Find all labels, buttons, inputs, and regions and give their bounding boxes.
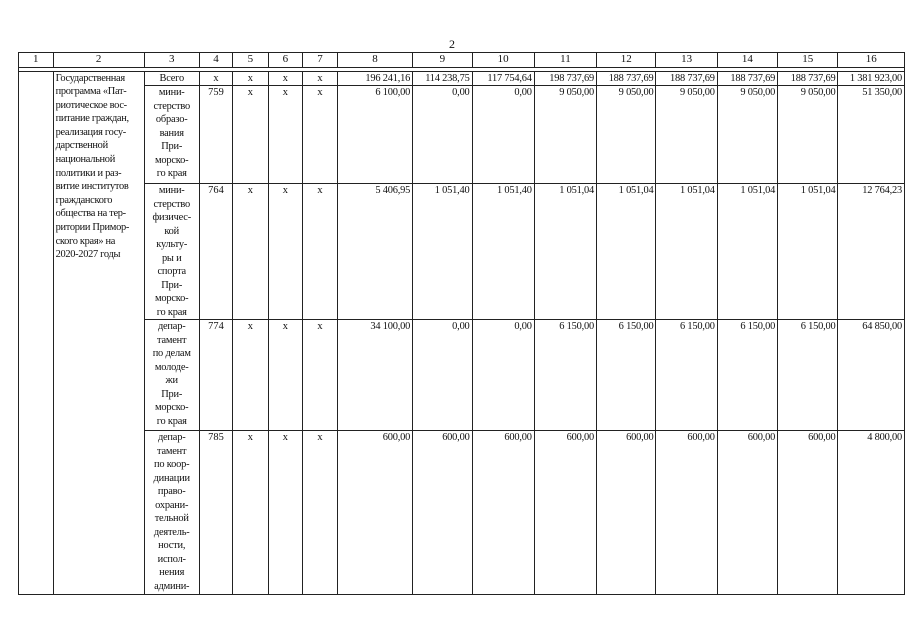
table-cell: x [268,320,303,431]
amount-cell: 600,00 [717,431,777,595]
column-header: 12 [597,53,656,68]
column-header: 16 [838,53,905,68]
amount-cell: 198 737,69 [534,71,596,86]
table-cell: x [233,431,269,595]
budget-table [18,52,905,595]
table-cell: x [268,86,303,184]
column-header: 7 [303,53,338,68]
amount-cell: 9 050,00 [717,86,777,184]
administrator-cell: мини- стерство образо- вания При- морско- го края [144,86,199,184]
amount-cell: 64 850,00 [838,320,905,431]
table-cell: x [233,320,269,431]
amount-cell: 117 754,64 [472,71,534,86]
code-cell: 764 [199,184,232,320]
table-cell: x [303,320,338,431]
amount-cell: 188 737,69 [656,71,717,86]
column-number-row [19,53,905,68]
amount-cell: 600,00 [656,431,717,595]
amount-cell: 188 737,69 [717,71,777,86]
amount-cell: 600,00 [413,431,472,595]
amount-cell: 0,00 [413,320,472,431]
amount-cell: 0,00 [413,86,472,184]
table-cell: x [233,71,269,86]
amount-cell: 1 051,04 [597,184,656,320]
empty-cell [19,71,54,595]
amount-cell: 34 100,00 [337,320,412,431]
amount-cell: 9 050,00 [778,86,838,184]
amount-cell: 9 050,00 [597,86,656,184]
table-row [19,431,905,595]
table-cell: x [268,431,303,595]
amount-cell: 600,00 [337,431,412,595]
amount-cell: 188 737,69 [778,71,838,86]
column-header: 8 [337,53,412,68]
amount-cell: 600,00 [534,431,596,595]
column-header: 6 [268,53,303,68]
column-header: 10 [472,53,534,68]
amount-cell: 1 051,40 [413,184,472,320]
amount-cell: 6 150,00 [717,320,777,431]
column-header: 15 [778,53,838,68]
column-header: 4 [199,53,232,68]
table-cell: x [233,184,269,320]
amount-cell: 196 241,16 [337,71,412,86]
administrator-cell: Всего [144,71,199,86]
column-header: 2 [53,53,144,68]
code-cell: 774 [199,320,232,431]
column-header: 5 [233,53,269,68]
table-cell: x [268,71,303,86]
amount-cell: 51 350,00 [838,86,905,184]
table-row-total [19,71,905,86]
table-row [19,320,905,431]
amount-cell: 600,00 [778,431,838,595]
amount-cell: 6 150,00 [656,320,717,431]
column-header: 11 [534,53,596,68]
code-cell: 759 [199,86,232,184]
administrator-cell: мини- стерство физичес- кой культу- ры и спорта При- морско- го края [144,184,199,320]
table-cell: x [233,86,269,184]
table-cell: x [303,431,338,595]
administrator-cell: депар- тамент по делам молоде- жи При- морско- го края [144,320,199,431]
amount-cell: 9 050,00 [534,86,596,184]
column-header: 1 [19,53,54,68]
amount-cell: 4 800,00 [838,431,905,595]
program-name-cell: Государственная программа «Пат- риотическое вос- питание граждан, реализация госу- дарственной национальной политики и раз- витие институтов гражданского общества на тер- ритории Примор- ского края» на 2020-2027 годы [53,71,144,595]
amount-cell: 1 381 923,00 [838,71,905,86]
column-header: 9 [413,53,472,68]
table-cell: x [268,184,303,320]
column-header: 13 [656,53,717,68]
amount-cell: 6 150,00 [778,320,838,431]
amount-cell: 114 238,75 [413,71,472,86]
table-row [19,86,905,184]
amount-cell: 9 050,00 [656,86,717,184]
amount-cell: 6 100,00 [337,86,412,184]
amount-cell: 600,00 [472,431,534,595]
code-cell: 785 [199,431,232,595]
amount-cell: 12 764,23 [838,184,905,320]
amount-cell: 1 051,04 [778,184,838,320]
amount-cell: 600,00 [597,431,656,595]
table-row [19,184,905,320]
table-cell: x [303,71,338,86]
column-header: 3 [144,53,199,68]
amount-cell: 1 051,40 [472,184,534,320]
page-number: 2 [449,37,455,51]
amount-cell: 188 737,69 [597,71,656,86]
amount-cell: 1 051,04 [534,184,596,320]
administrator-cell: депар- тамент по коор- динации право- охрани- тельной деятель- ности, испол- нения админи- [144,431,199,595]
table-cell: x [303,86,338,184]
amount-cell: 1 051,04 [717,184,777,320]
amount-cell: 5 406,95 [337,184,412,320]
table-cell: x [303,184,338,320]
amount-cell: 0,00 [472,320,534,431]
column-header: 14 [717,53,777,68]
amount-cell: 6 150,00 [534,320,596,431]
amount-cell: 6 150,00 [597,320,656,431]
table-cell: x [199,71,232,86]
amount-cell: 1 051,04 [656,184,717,320]
amount-cell: 0,00 [472,86,534,184]
